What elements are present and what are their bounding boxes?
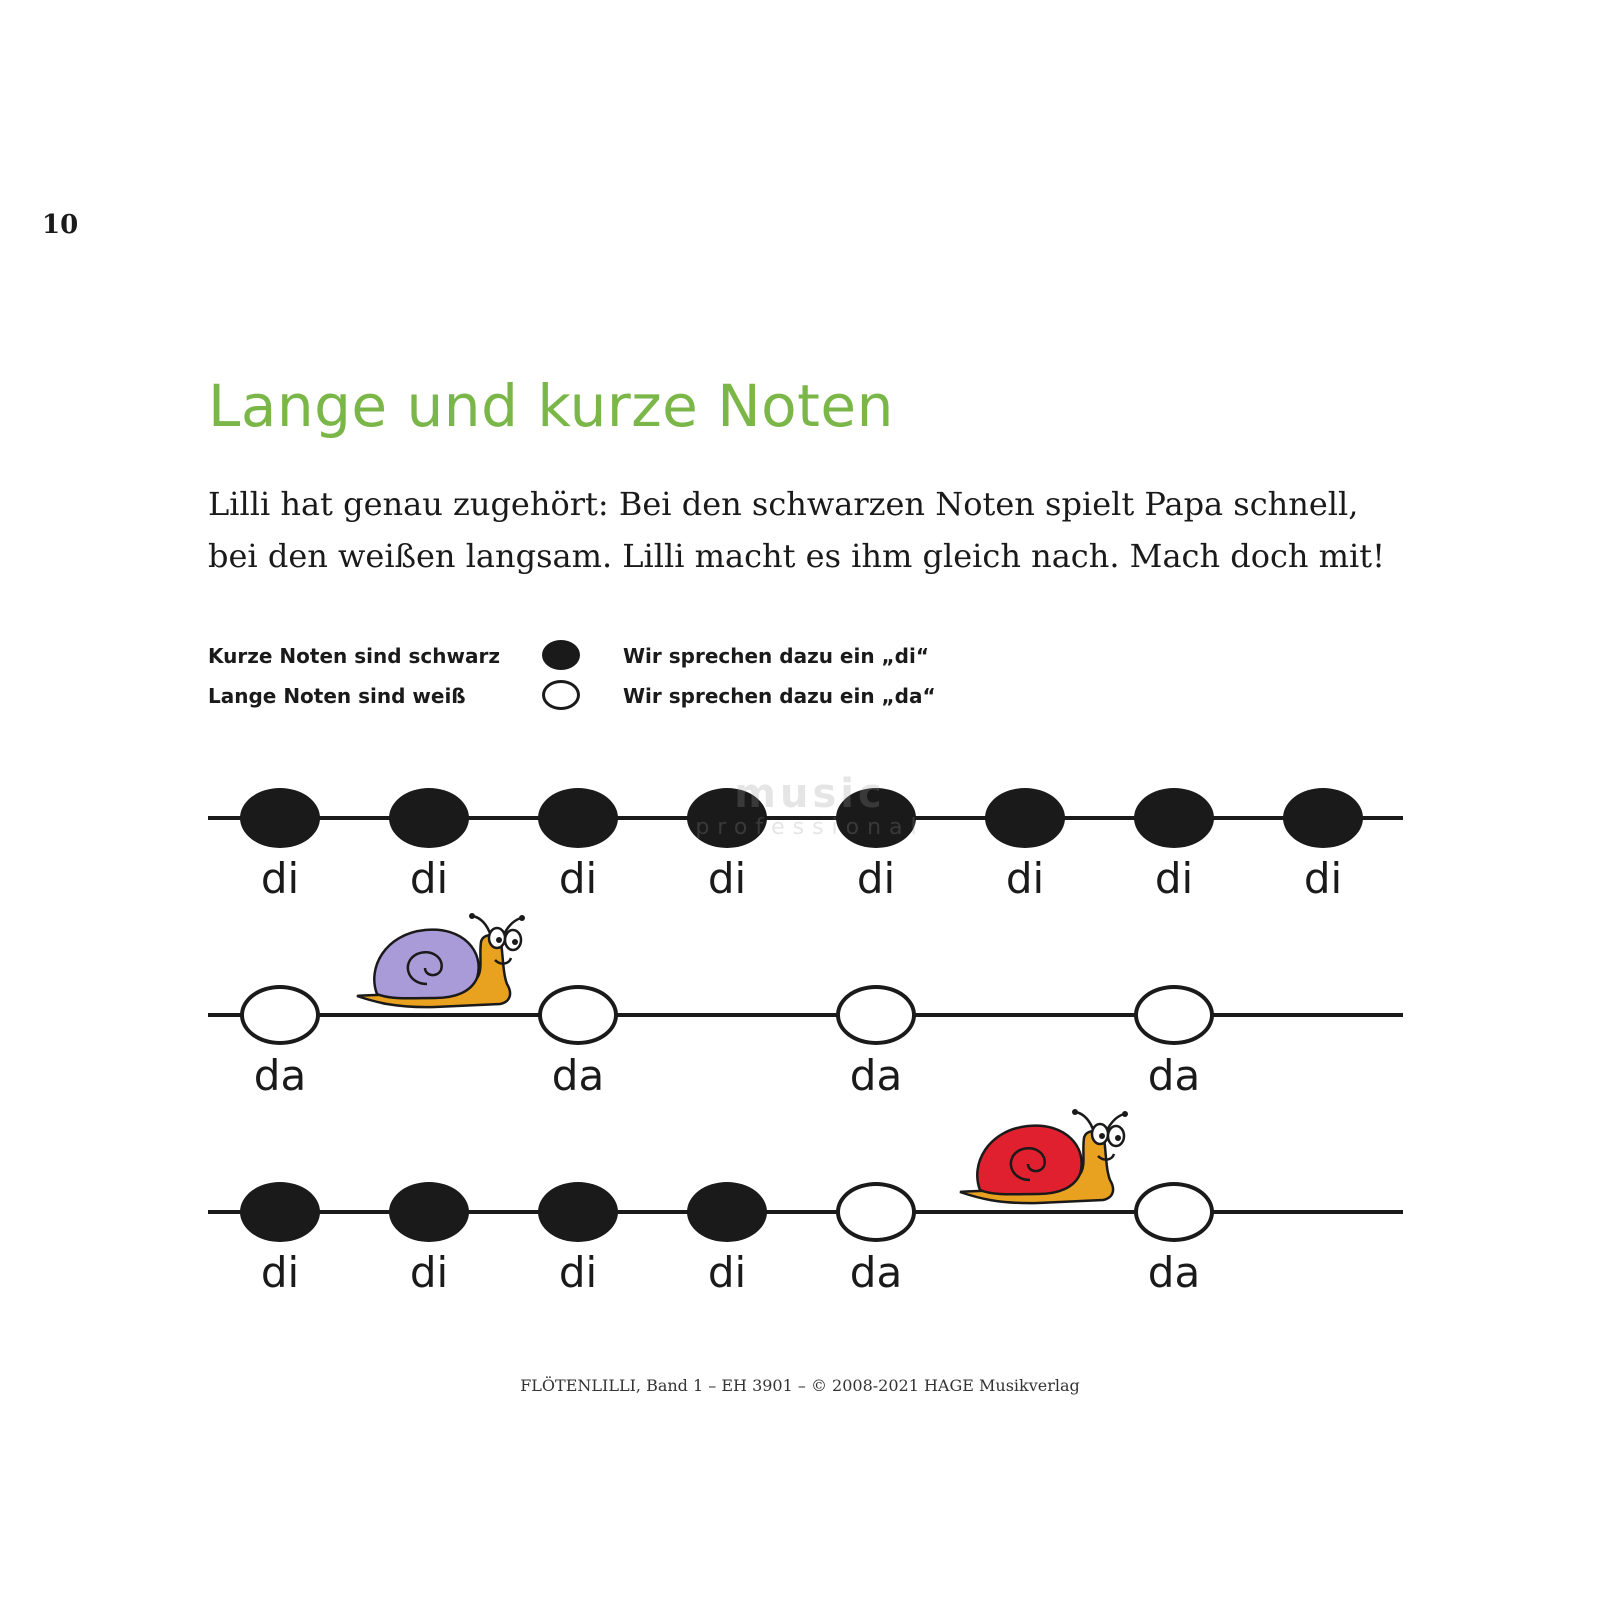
syllable: da: [551, 1051, 605, 1100]
staff-line: [208, 1210, 1403, 1214]
syllable: di: [1005, 854, 1045, 903]
snail-pupil: [512, 939, 518, 945]
syllable: di: [558, 1248, 598, 1297]
long-note: [1134, 1182, 1214, 1242]
watermark-bottom: professional: [695, 815, 925, 840]
snail-shell: [374, 930, 478, 999]
syllable: da: [1147, 1051, 1201, 1100]
legend-speech-short: Wir sprechen dazu ein „di“: [623, 644, 929, 668]
syllable: di: [409, 1248, 449, 1297]
short-note: [389, 788, 469, 848]
short-note: [538, 1182, 618, 1242]
syllable: da: [253, 1051, 307, 1100]
syllable: di: [707, 854, 747, 903]
syllable: di: [1154, 854, 1194, 903]
legend-row-short: [208, 640, 968, 676]
intro-line-1: Lilli hat genau zugehört: Bei den schwarzen Noten spielt Papa schnell,: [208, 485, 1359, 523]
watermark-top: music: [734, 771, 886, 817]
syllable: di: [409, 854, 449, 903]
short-note: [687, 1182, 767, 1242]
snail-antenna: [1076, 1112, 1094, 1132]
legend-row-long: [208, 680, 968, 716]
snail-antenna-tip: [519, 915, 525, 921]
syllable: di: [1303, 854, 1343, 903]
long-note: [240, 985, 320, 1045]
snail-antenna: [473, 916, 491, 936]
snail-antenna-tip: [1122, 1111, 1128, 1117]
snail-pupil: [1099, 1133, 1105, 1139]
purple-snail-icon: [355, 912, 535, 1016]
open-note-icon: [542, 680, 580, 710]
long-note: [836, 985, 916, 1045]
snail-shell: [977, 1126, 1081, 1195]
legend: [208, 640, 968, 730]
legend-speech-long: Wir sprechen dazu ein „da“: [623, 684, 936, 708]
syllable: da: [849, 1051, 903, 1100]
snail-pupil: [496, 937, 502, 943]
intro-paragraph: [208, 478, 1408, 582]
footer-copyright: FLÖTENLILLI, Band 1 – EH 3901 – © 2008-2021 HAGE Musikverlag: [520, 1376, 1080, 1395]
red-snail-icon: [958, 1108, 1138, 1212]
legend-label-short: Kurze Noten sind schwarz: [208, 644, 500, 668]
short-note: [1283, 788, 1363, 848]
snail-pupil: [1115, 1135, 1121, 1141]
syllable: da: [849, 1248, 903, 1297]
syllable: da: [1147, 1248, 1201, 1297]
syllable: di: [260, 854, 300, 903]
watermark: [620, 772, 1000, 840]
short-note: [1134, 788, 1214, 848]
legend-label-long: Lange Noten sind weiß: [208, 684, 466, 708]
syllable: di: [260, 1248, 300, 1297]
staff-row-3: [208, 1152, 1403, 1302]
syllable: di: [856, 854, 896, 903]
long-note: [836, 1182, 916, 1242]
intro-line-2: bei den weißen langsam. Lilli macht es ihm gleich nach. Mach doch mit!: [208, 537, 1385, 575]
long-note: [538, 985, 618, 1045]
snail-antenna-tip: [1072, 1109, 1078, 1115]
filled-note-icon: [542, 640, 580, 670]
short-note: [240, 788, 320, 848]
page-number: 10: [42, 210, 79, 240]
short-note: [240, 1182, 320, 1242]
syllable: di: [707, 1248, 747, 1297]
snail-antenna-tip: [469, 913, 475, 919]
short-note: [389, 1182, 469, 1242]
syllable: di: [558, 854, 598, 903]
page-title: Lange und kurze Noten: [208, 372, 894, 440]
short-note: [538, 788, 618, 848]
long-note: [1134, 985, 1214, 1045]
